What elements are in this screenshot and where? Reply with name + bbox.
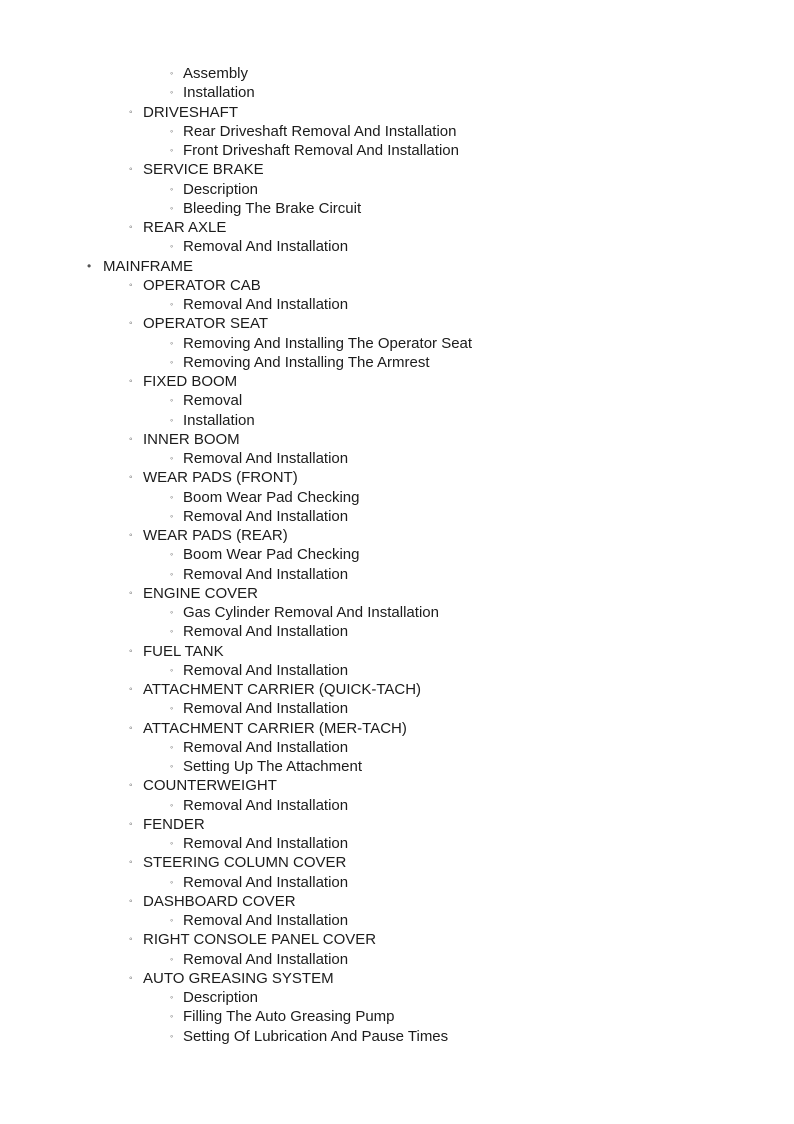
- list-item-text: OPERATOR CAB: [143, 276, 261, 294]
- topic-item: [0, 834, 794, 853]
- subsection-item: [0, 218, 794, 237]
- topic-item: [0, 738, 794, 757]
- list-item-text: SERVICE BRAKE: [143, 161, 264, 179]
- topic-item: [0, 699, 794, 718]
- list-item-text: ENGINE COVER: [143, 584, 259, 602]
- topic-item: [0, 83, 794, 102]
- circle-bullet-icon: ◦: [170, 703, 174, 714]
- circle-bullet-icon: ◦: [170, 761, 174, 771]
- list-item-text: AUTO GREASING SYSTEM: [143, 969, 334, 987]
- disc-bullet-icon: •: [87, 258, 92, 273]
- list-item-text: Description: [183, 989, 259, 1006]
- topic-item: [0, 661, 794, 680]
- circle-bullet-icon: ◦: [170, 87, 174, 98]
- circle-bullet-icon: ◦: [129, 722, 133, 734]
- circle-bullet-icon: ◦: [129, 376, 133, 387]
- list-item-text: Removal And Installation: [183, 623, 349, 641]
- subsection-item: [0, 642, 794, 661]
- list-item-text: Removal And Installation: [183, 796, 349, 814]
- topic-item: [0, 391, 794, 410]
- topic-item: [0, 411, 794, 430]
- circle-bullet-icon: ◦: [170, 626, 174, 637]
- topic-item: [0, 1027, 794, 1046]
- topic-item: [0, 295, 794, 314]
- circle-bullet-icon: ◦: [129, 684, 133, 695]
- topic-item: [0, 545, 794, 564]
- circle-bullet-icon: ◦: [129, 106, 133, 118]
- list-item-text: RIGHT CONSOLE PANEL COVER: [143, 931, 377, 949]
- topic-item: [0, 507, 794, 526]
- topic-item: [0, 449, 794, 468]
- list-item-text: Boom Wear Pad Checking: [183, 546, 360, 564]
- topic-item: [0, 796, 794, 815]
- subsection-item: [0, 969, 794, 988]
- subsection-item: [0, 776, 794, 795]
- topic-item: [0, 180, 794, 199]
- subsection-item: [0, 853, 794, 872]
- circle-bullet-icon: ◦: [170, 125, 174, 136]
- list-item-text: INNER BOOM: [143, 430, 240, 448]
- list-item-text: Setting Up The Attachment: [183, 758, 362, 775]
- subsection-item: [0, 892, 794, 911]
- circle-bullet-icon: ◦: [170, 741, 174, 752]
- list-item-text: STEERING COLUMN COVER: [143, 854, 347, 872]
- circle-bullet-icon: ◦: [170, 915, 174, 925]
- subsection-item: [0, 314, 794, 333]
- topic-item: [0, 353, 794, 372]
- circle-bullet-icon: ◦: [129, 895, 133, 907]
- list-item-text: Removing And Installing The Operator Seat: [183, 334, 473, 352]
- list-item-text: Removal And Installation: [183, 661, 349, 679]
- topic-item: [0, 64, 794, 83]
- circle-bullet-icon: ◦: [129, 972, 133, 984]
- circle-bullet-icon: ◦: [170, 799, 174, 810]
- circle-bullet-icon: ◦: [170, 953, 174, 964]
- topic-item: [0, 122, 794, 141]
- list-item-text: WEAR PADS (REAR): [143, 527, 288, 544]
- list-item-text: DASHBOARD COVER: [143, 892, 296, 910]
- list-item-text: Description: [183, 180, 259, 198]
- topic-item: [0, 622, 794, 641]
- circle-bullet-icon: ◦: [129, 222, 133, 233]
- circle-bullet-icon: ◦: [170, 145, 174, 155]
- subsection-item: [0, 160, 794, 179]
- topic-item: [0, 988, 794, 1007]
- list-item-text: Removal And Installation: [183, 873, 349, 891]
- circle-bullet-icon: ◦: [170, 607, 174, 617]
- list-item-text: FUEL TANK: [143, 642, 224, 660]
- topic-item: [0, 141, 794, 160]
- topic-item: [0, 199, 794, 218]
- circle-bullet-icon: ◦: [170, 549, 174, 560]
- list-item-text: Removal And Installation: [183, 238, 349, 256]
- subsection-item: [0, 680, 794, 699]
- circle-bullet-icon: ◦: [170, 68, 174, 78]
- list-item-text: Removing And Installing The Armrest: [183, 353, 430, 371]
- circle-bullet-icon: ◦: [170, 414, 174, 425]
- list-item-text: DRIVESHAFT: [143, 103, 239, 121]
- subsection-item: [0, 815, 794, 834]
- circle-bullet-icon: ◦: [170, 356, 174, 367]
- circle-bullet-icon: ◦: [129, 934, 133, 946]
- subsection-item: [0, 526, 794, 545]
- list-item-text: Removal And Installation: [183, 700, 349, 718]
- circle-bullet-icon: ◦: [170, 876, 174, 887]
- list-item-text: Removal And Installation: [183, 565, 349, 583]
- list-item-text: Removal And Installation: [183, 507, 349, 525]
- list-item-text: Removal And Installation: [183, 950, 349, 968]
- subsection-item: [0, 930, 794, 949]
- list-item-text: Gas Cylinder Removal And Installation: [183, 604, 439, 621]
- list-item-text: Removal And Installation: [183, 738, 349, 756]
- list-item-text: Boom Wear Pad Checking: [183, 488, 360, 506]
- list-item-text: FENDER: [143, 815, 205, 833]
- subsection-item: [0, 372, 794, 391]
- circle-bullet-icon: ◦: [170, 241, 174, 252]
- subsection-item: [0, 430, 794, 449]
- list-item-text: Rear Driveshaft Removal And Installation: [183, 122, 457, 140]
- circle-bullet-icon: ◦: [170, 510, 174, 521]
- table-of-contents: [0, 64, 794, 1046]
- topic-item: [0, 334, 794, 353]
- circle-bullet-icon: ◦: [170, 183, 174, 194]
- list-item-text: Setting Of Lubrication And Pause Times: [183, 1027, 449, 1045]
- circle-bullet-icon: ◦: [170, 299, 174, 309]
- list-item-text: Installation: [183, 411, 255, 429]
- circle-bullet-icon: ◦: [170, 1011, 174, 1022]
- circle-bullet-icon: ◦: [129, 780, 133, 792]
- circle-bullet-icon: ◦: [170, 337, 174, 348]
- list-item-text: FIXED BOOM: [143, 373, 238, 390]
- circle-bullet-icon: ◦: [129, 164, 133, 176]
- list-item-text: Removal And Installation: [183, 912, 349, 929]
- list-item-text: MAINFRAME: [103, 257, 193, 275]
- list-item-text: COUNTERWEIGHT: [143, 777, 277, 795]
- list-item-text: Removal And Installation: [183, 835, 349, 852]
- topic-item: [0, 237, 794, 256]
- list-item-text: Removal: [183, 392, 243, 410]
- circle-bullet-icon: ◦: [170, 1030, 174, 1041]
- circle-bullet-icon: ◦: [170, 453, 174, 463]
- circle-bullet-icon: ◦: [129, 472, 133, 484]
- circle-bullet-icon: ◦: [129, 279, 133, 291]
- list-item-text: REAR AXLE: [143, 219, 227, 236]
- topic-item: [0, 1007, 794, 1026]
- circle-bullet-icon: ◦: [170, 395, 174, 406]
- list-item-text: Removal And Installation: [183, 450, 349, 467]
- list-item-text: Front Driveshaft Removal And Installation: [183, 142, 459, 159]
- circle-bullet-icon: ◦: [129, 818, 133, 830]
- subsection-item: [0, 103, 794, 122]
- circle-bullet-icon: ◦: [170, 838, 174, 848]
- topic-item: [0, 950, 794, 969]
- topic-item: [0, 911, 794, 930]
- list-item-text: WEAR PADS (FRONT): [143, 469, 298, 487]
- circle-bullet-icon: ◦: [170, 568, 174, 579]
- topic-item: [0, 488, 794, 507]
- list-item-text: Removal And Installation: [183, 296, 349, 313]
- subsection-item: [0, 719, 794, 738]
- topic-item: [0, 757, 794, 776]
- list-item-text: Bleeding The Brake Circuit: [183, 199, 362, 217]
- list-item-text: OPERATOR SEAT: [143, 315, 269, 333]
- circle-bullet-icon: ◦: [129, 530, 133, 541]
- list-item-text: ATTACHMENT CARRIER (QUICK-TACH): [143, 681, 422, 698]
- topic-item: [0, 603, 794, 622]
- circle-bullet-icon: ◦: [170, 202, 174, 213]
- circle-bullet-icon: ◦: [170, 664, 174, 675]
- circle-bullet-icon: ◦: [129, 433, 133, 445]
- topic-item: [0, 565, 794, 584]
- list-item-text: ATTACHMENT CARRIER (MER-TACH): [143, 719, 407, 737]
- circle-bullet-icon: ◦: [129, 645, 133, 657]
- list-item-text: Installation: [183, 84, 255, 102]
- subsection-item: [0, 584, 794, 603]
- circle-bullet-icon: ◦: [129, 587, 133, 599]
- circle-bullet-icon: ◦: [129, 857, 133, 869]
- list-item-text: Assembly: [183, 65, 249, 82]
- circle-bullet-icon: ◦: [170, 491, 174, 502]
- subsection-item: [0, 468, 794, 487]
- subsection-item: [0, 276, 794, 295]
- section-heading: [0, 257, 794, 276]
- circle-bullet-icon: ◦: [129, 318, 133, 330]
- circle-bullet-icon: ◦: [170, 992, 174, 1002]
- list-item-text: Filling The Auto Greasing Pump: [183, 1008, 395, 1026]
- topic-item: [0, 873, 794, 892]
